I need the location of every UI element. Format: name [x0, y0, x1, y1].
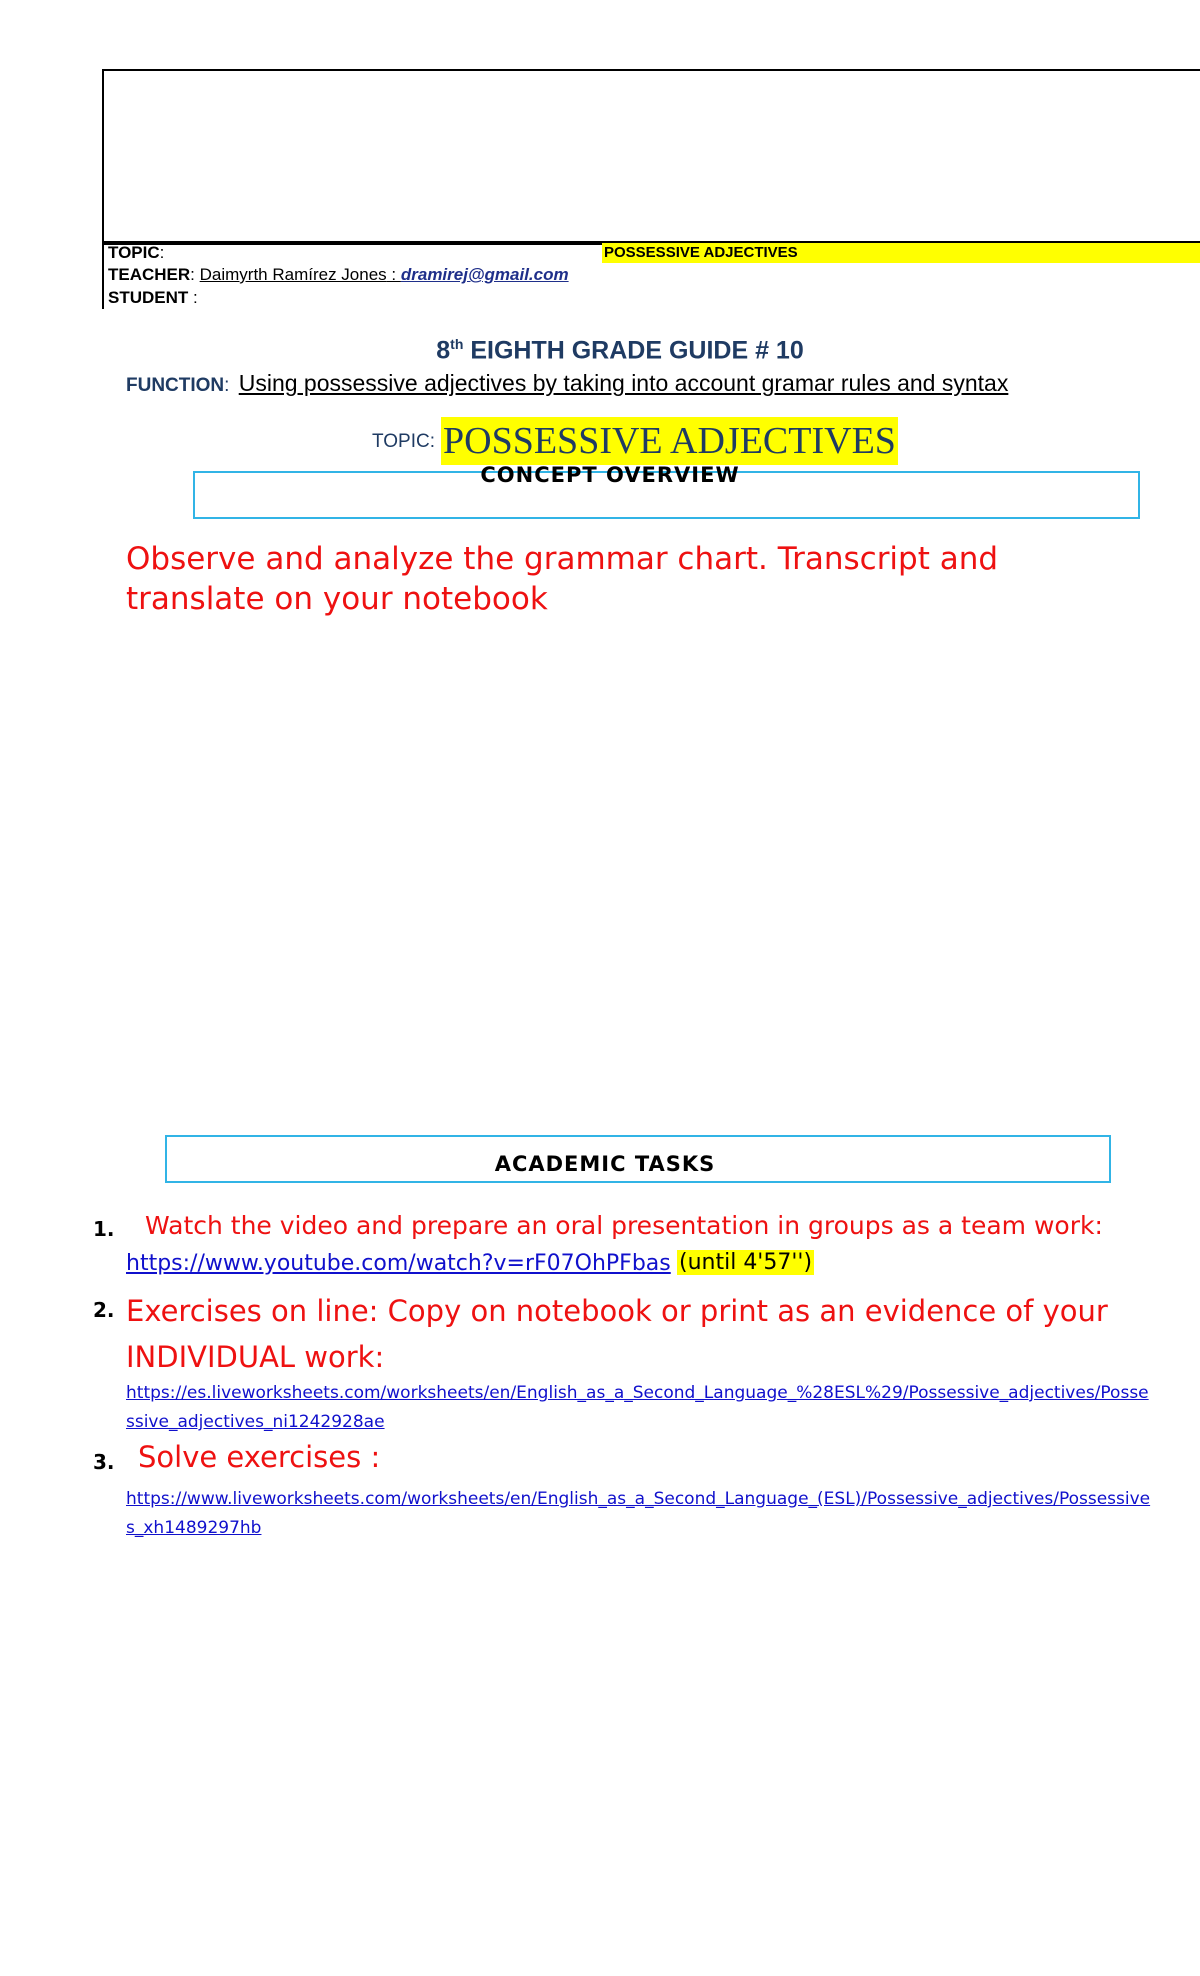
task-number: 3.	[93, 1450, 115, 1474]
task-1-link[interactable]: https://www.youtube.com/watch?v=rF07OhPFbas	[126, 1251, 671, 1276]
concept-overview-heading: CONCEPT OVERVIEW	[480, 463, 740, 487]
topic-label: TOPIC:	[372, 431, 435, 452]
function-value: Using possessive adjectives by taking into account gramar rules and syntax	[238, 370, 1009, 396]
header-student-row: STUDENT :	[108, 288, 198, 307]
grade-number: 8	[436, 336, 451, 365]
teacher-email-link[interactable]: dramirej@gmail.com	[400, 265, 569, 284]
grade-suffix: th	[450, 336, 464, 352]
task-3-link[interactable]: https://www.liveworksheets.com/worksheets/en/English_as_a_Second_Language_(ESL)/Possessive_adjectives/Possessives_xh1489297hb	[126, 1489, 1151, 1538]
header-teacher-row: TEACHER: Daimyrth Ramírez Jones : dramirej@gmail.com	[108, 265, 569, 284]
header-teacher-label: TEACHER	[108, 265, 191, 284]
task-number: 1.	[93, 1217, 115, 1241]
topic-row	[372, 417, 898, 465]
task-1-note: (until 4'57'')	[679, 1250, 813, 1275]
academic-tasks-heading: ACADEMIC TASKS	[494, 1152, 716, 1176]
header-student-label: STUDENT	[108, 288, 189, 307]
task-3-text: Solve exercises :	[138, 1440, 381, 1474]
header-left-border	[102, 241, 104, 309]
guide-title-text: EIGHTH GRADE GUIDE # 10	[470, 336, 804, 365]
task-number: 2.	[93, 1298, 115, 1322]
header-topic-value: POSSESSIVE ADJECTIVES	[602, 243, 1200, 263]
header-topic-row: TOPIC:	[108, 243, 165, 262]
task-2-link[interactable]: https://es.liveworksheets.com/worksheets/en/English_as_a_Second_Language_%28ESL%29/Possessive_adjectives/Possessive_adjectives_ni1242928ae	[126, 1383, 1149, 1432]
teacher-name: Daimyrth Ramírez Jones	[199, 265, 387, 284]
function-label: FUNCTION	[126, 375, 225, 396]
header-topic-label: TOPIC	[108, 243, 160, 262]
task-2-text: Exercises on line: Copy on notebook or print as an evidence of your INDIVIDUAL work:	[126, 1294, 1108, 1374]
topic-value: POSSESSIVE ADJECTIVES	[441, 417, 898, 465]
function-row: FUNCTION: Using possessive adjectives by taking into account gramar rules and syntax	[126, 370, 1009, 396]
guide-title	[0, 336, 1200, 365]
instruction-text: Observe and analyze the grammar chart. Transcript and translate on your notebook	[126, 541, 999, 617]
task-1-text: Watch the video and prepare an oral presentation in groups as a team work:	[145, 1211, 1103, 1240]
header-table-frame	[102, 69, 1200, 245]
